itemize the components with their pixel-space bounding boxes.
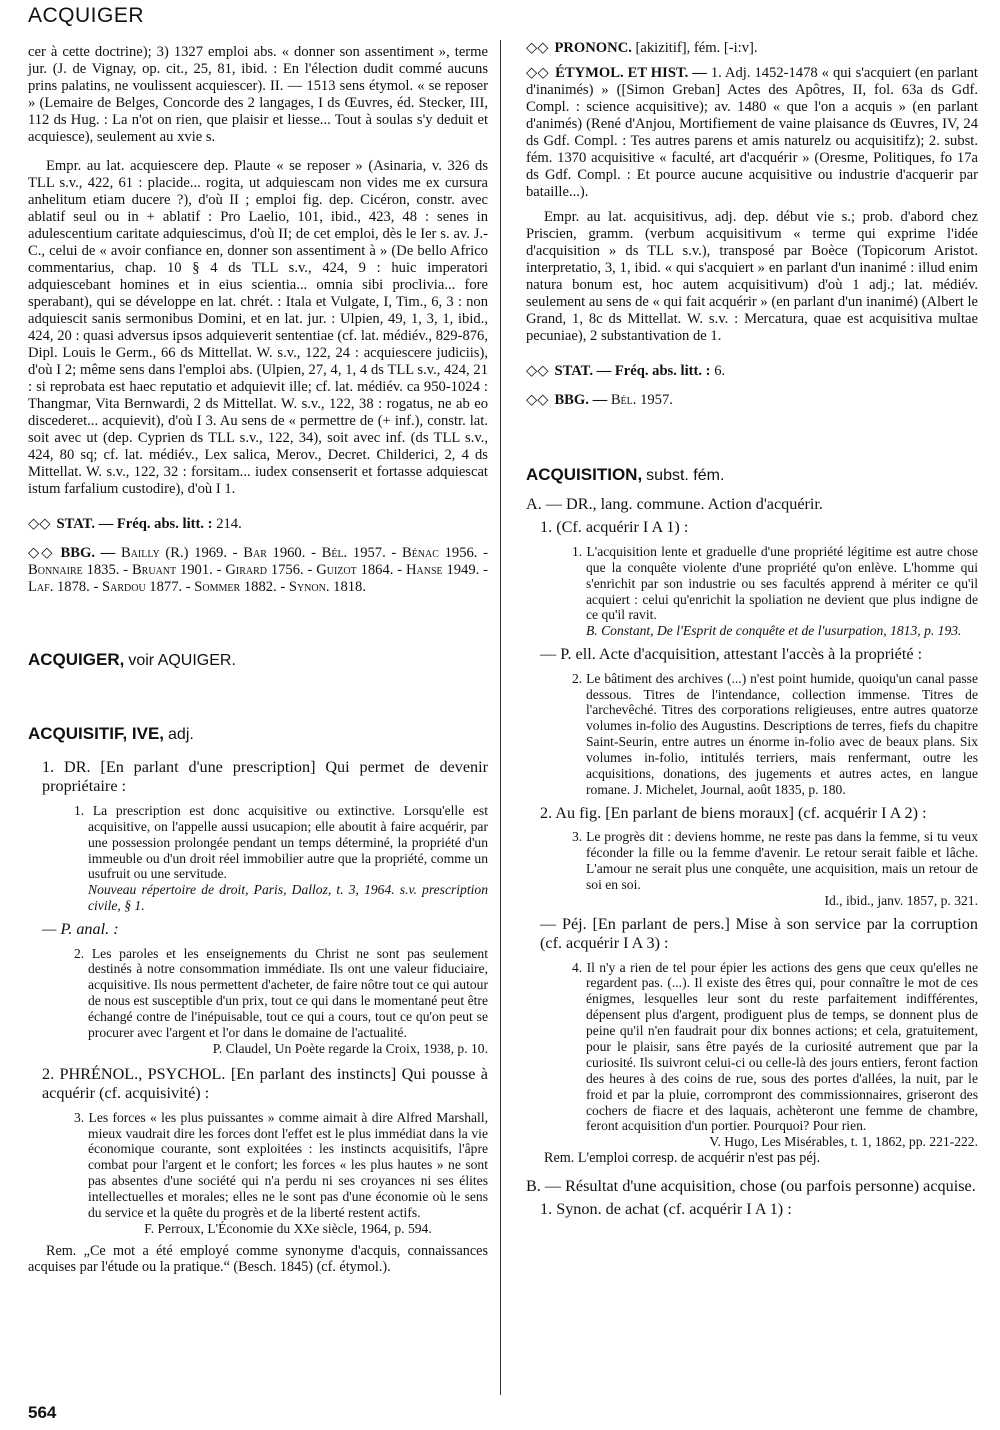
acquiger-entry — [28, 650, 488, 670]
bbg-paragraph — [526, 392, 978, 409]
pronunciation-text: [akizitif], fém. [-i:v]. — [635, 40, 758, 56]
etymology-paragraph: Empr. au lat. acquiescere dep. Plaute « se reposer » (Asinaria, v. 326 ds TLL s.v., 422, 61 : placide... rogita, ut adquiescam non vides me ex cursura anhelitum etiam ducere ?), d'où II ; emploi fig. dep. Cicéron, constr. avec ablatif seul ou in + ablatif : Pro Laelio, 101, ibid., 423, 48 : senes in adulescentium caritate adquiescimus, d'où II; de cet emploi, dès le Ier s. av. J.-C., celui de « avoir confiance en, donner son assentiment à » (De bello Africo commentarius, chap. 10 § 4 ds TLL s.v., 424, 9 : huic imperatori adquiescebant homines et in eius scientia... omnia sibi proclivia... fore sperabant), qui se développe en lat. chrét. : Itala et Vulgate, I, Tim., 6, 3 : non adquiescit sanis sermonibus Domini, et en lat. jur. : Ulpien, 49, 1, 3, 1, ibid., 424, 20 : quasi adversus ipsos adquieverit sententiae (cf. lat. médiév., 829-876, Dipl. Louis le Germ., 66 ds Mittellat. W. s.v., 122, 24 : acquiescere judiciis), d'où I 2; même sens dans l'emploi abs. (Ulpien, 27, 4, 1, 4 ds TLL s.v., 424, 21 : si reprobata est haec reputatio et adquievit ille; cf. lat. médiév. ca 950-1024 : Thangmar, Vita Bernwardi, 2 ds Mittellat. W. s.v., 122, 38 : rogatus, ne ab eo discederet... acquievit), d'où I 3. Au sens de « permettre de (+ inf.), constr. lat. soit avec ut (dep. Cyprien ds TLL s.v., 122, 34), soit avec inf. (ds TLL s.v., 424, 80 sq; cf. lat. médiév., Lex salica, Merov., Decret. Childerici, 2, 4 ds Mittellat. W. s.v., 122, 32 : forsitam... iudex consenserit et fortasse adquiescat istum farfalium custodire), d'où I 1. — [28, 158, 488, 497]
quotation-2: 2. Les paroles et les enseignements du Christ ne sont pas seulement destinés à notre consommation immédiate. Ils ont une valeur fiduciaire, acquisitive. Ils nous permettent d'acheter, de faire nôtre tout ce qui autour de nous est susceptible d'un prix, tout ce qui dans le momentané peut être échangé contre de l'inépuisable, tout ce qui a cours, tout ce qu'on peut se procurer avec l'argent et l'or dans le domaine de l'actualité. — [74, 945, 488, 1040]
section-a: A. — DR., lang. commune. Action d'acquérir. — [526, 495, 823, 513]
headword-acquisition: ACQUISITION, — [526, 465, 643, 484]
grammatical-category: adj. — [168, 726, 194, 743]
quotation-1-source: Nouveau répertoire de droit, Paris, Dalloz, t. 3, 1964. s.v. prescription civile, § 1. — [88, 882, 488, 914]
pronunciation-line — [526, 40, 978, 57]
diamond-icon: ◇◇ — [28, 545, 55, 561]
sense-p-ell: — P. ell. Acte d'acquisition, attestant l'accès à la propriété : — [540, 645, 923, 664]
sense-a2: 2. Au fig. [En parlant de biens moraux] (cf. acquérir I A 2) : — [540, 803, 927, 822]
quotation-1: 1. L'acquisition lente et graduelle d'une propriété légitime est autre chose que la conquête violente d'une propriété qu'on enlève. L'homme qui s'enrichit par son industrie ou ses facultés apprend à mériter ce qu'il acquiert : celui qu'enrichit la spoliation ne devient que plus indigne de ce qu'il ravit. — [572, 543, 978, 623]
acquisitif-entry — [28, 724, 488, 744]
sense-pej: — Péj. [En parlant de pers.] Mise à son service par la corruption (cf. acquérir I A 3) : — [540, 914, 978, 953]
etymology-paragraph-2: Empr. au lat. acquisitivus, adj. dep. début vie s.; prob. d'abord chez Priscien, gramm. (verbum acquisitivum « terme qui exprime l'idée d'acquisition » ds TLL s.v.), transposé par Boèce (Topicorum Aristot. interpretatio, 3, 1, ibid. « qui s'acquiert » en parlant d'un inanimé : illud enim natura bonum est, hoc autem acquisitivum) d'où 1 adj.; lat. médiév. seulement au sens de « qui fait acquérir » (en parlant d'un inanimé) (Albert le Grand, 1, 8c ds Mittellat. W. s.v. : Mercatura, quae est acquisitiva multae pecuniae), 2 substantivation de 1. — [526, 209, 978, 344]
diamond-icon: ◇◇ — [526, 65, 550, 81]
sense-a1: 1. (Cf. acquérir I A 1) : — [540, 518, 689, 537]
stat-label: STAT. — Fréq. abs. litt. : — [56, 516, 213, 532]
sense-1: 1. DR. [En parlant d'une prescription] Qui permet de devenir propriétaire : — [42, 758, 488, 796]
etymology-label: ÉTYMOL. ET HIST. — — [555, 65, 707, 81]
bbg-label: BBG. — — [554, 392, 608, 408]
diamond-icon: ◇◇ — [526, 40, 549, 56]
section-b: B. — Résultat d'une acquisition, chose (ou parfois personne) acquise. — [526, 1176, 976, 1195]
bbg-text: Bailly (R.) 1969. - Bar 1960. - Bél. 1957. - Bénac 1956. - Bonnaire 1835. - Bruant 1901. - Girard 1756. - Guizot 1864. - Hanse 1949. - Laf. 1878. - Sardou 1877. - Sommer 1882. - Synon. 1818. — [28, 545, 488, 595]
quotation-3-source: Id., ibid., janv. 1857, p. 321. — [824, 892, 978, 908]
diamond-icon: ◇◇ — [28, 516, 51, 532]
left-column — [28, 44, 488, 1276]
remark: Rem. L'emploi corresp. de acquérir n'est pas péj. — [544, 1150, 821, 1167]
sense-2: 2. PHRÉNOL., PSYCHOL. [En parlant des instincts] Qui pousse à acquérir (cf. acquisivité) : — [42, 1064, 488, 1103]
headword-acquiger: ACQUIGER, — [28, 650, 125, 669]
quotation-3-source: F. Perroux, L'Économie du XXe siècle, 1964, p. 594. — [144, 1220, 432, 1236]
grammatical-category: subst. fém. — [646, 467, 725, 484]
bbg-paragraph — [28, 545, 488, 596]
cross-reference: voir AQUIGER. — [128, 652, 236, 669]
quotation-1: 1. La prescription est donc acquisitive ou extinctive. Lorsqu'elle est acquisitive, on l'appelle aussi usucapion; elle aboutit à faire acquérir, par une possession prolongée pendant un temps déterminé, la propriété d'un immeuble ou d'un droit réel immobilier autre que la propriété, comme un usufruit ou une servitude. — [74, 802, 488, 882]
sense-1-analogy: — P. anal. : — [42, 920, 119, 939]
bbg-text: Bél. 1957. — [610, 392, 673, 408]
stat-value: 6. — [714, 363, 726, 379]
quotation-2-source: P. Claudel, Un Poète regarde la Croix, 1938, p. 10. — [212, 1040, 488, 1056]
quotation-3: 3. Les forces « les plus puissantes » comme aimait à dire Alfred Marshall, mieux vaudrait dire les forces dont l'effet est le plus immédiat dans la vie économique courante, sont exploitées : les instincts acquisitifs, l'âpre combat pour l'argent et le confort; les forces « les plus hautes » ne sont pas absentes d'une société qui n'a perdu ni ses croyances ni ses élites intellectuelles et morales; elles ne le sont pas d'une économie où le sens du service et la quête du progrès et de la liberté restent actifs. — [74, 1109, 488, 1220]
continuation-paragraph: cer à cette doctrine); 3) 1327 emploi abs. « donner son assentiment », terme jur. (J. de Vignay, op. cit., 25, 81, ibid. : En l'élection dudit commé aucuns prins palatins, ne voulissent acquiescer). II. — 1513 sens étymol. « se reposer » (Lemaire de Belges, Concorde des 2 langages, I ds Œuvres, éd. Stecker, III, 112 ds Hug. : La n'ot on rien, que plaisir et liesse... Tout à soulas s'y deduit et acquiesce), seulement au xvie s. — [28, 44, 488, 145]
acquisition-entry — [526, 465, 978, 485]
headword-acquisitif: ACQUISITIF, IVE, — [28, 724, 165, 743]
remark: Rem. „Ce mot a été employé comme synonyme d'acquis, connaissances acquises par l'étude ou la pratique.“ (Besch. 1845) (cf. étymol.). — [28, 1242, 488, 1276]
stat-line — [28, 516, 488, 533]
quotation-3: 3. Le progrès dit : deviens homme, ne reste pas dans la femme, si tu veux féconder la fille ou la femme d'avenir. Le retour serait faible et lâche. L'amour ne serait plus une conquête, une acquisition, mais un retour de soi en soi. — [572, 829, 978, 892]
right-column — [526, 40, 978, 1220]
stat-label: STAT. — Fréq. abs. litt. : — [554, 363, 711, 379]
diamond-icon: ◇◇ — [526, 392, 549, 408]
quotation-2: 2. Le bâtiment des archives (...) n'est point humide, quoiqu'un canal passe dessous. Titres de l'intendance, collection immense. Titres de l'archevêché. Titres des corporations religieuses, entre autres quatorze volumes in-folio des Augustins. Descriptions de terres, fiefs du chapitre Saint-Seurin, entre autres un énorme in-folio avec de beaux plans. Six volumes in-folio, intitulés terriers, mais renfermant, outre les acquisitions, donations, des jugements et autres actes, en langue romane. J. Michelet, Journal, août 1835, p. 180. — [572, 670, 978, 797]
pronunciation-label: PRONONC. — [554, 40, 632, 56]
page-number: 564 — [28, 1403, 57, 1422]
stat-value: 214. — [216, 516, 242, 532]
quotation-1-source: B. Constant, De l'Esprit de conquête et de l'usurpation, 1813, p. 193. — [586, 623, 962, 639]
etymology-text: 1. Adj. 1452-1478 « qui s'acquiert (en parlant d'inanimés) » ([Simon Greban] Actes des Apôtres, II, fol. 63a ds Gdf. Compl. : science acquisitive); av. 1480 « que l'on a acquis » (en parlant d'animés) (René d'Anjou, Mortifiement de vaine plaisance ds Œuvres, IV, 24 ds Gdf. Compl. : Tes autres parens et amis naturelz ou acquisitifz); 2. subst. fém. 1370 acquisitive « faculté, art d'acquérir » (Oresme, Politiques, fo 17a ds Gdf. Compl. : Et pource aucune acquisitive ou industrie d'acquerir par bataille...). — [526, 65, 978, 200]
column-rule — [500, 40, 501, 1395]
running-head: ACQUIGER — [28, 4, 145, 27]
sense-b1: 1. Synon. de achat (cf. acquérir I A 1) : — [540, 1200, 792, 1219]
diamond-icon: ◇◇ — [526, 363, 549, 379]
etymology-history — [526, 65, 978, 201]
quotation-4-source: V. Hugo, Les Misérables, t. 1, 1862, pp. 221-222. — [709, 1134, 978, 1150]
stat-line — [526, 363, 978, 380]
bbg-label: BBG. — — [60, 545, 116, 561]
quotation-4: 4. Il n'y a rien de tel pour épier les actions des gens que ceux qu'elles ne regardent pas. (...). Il existe des êtres qui, pour connaître le mot de ces énigmes, lesquelles leur sont du reste parfaitement indifférentes, dépensent plus d'argent, prodiguent plus de temps, se donnent plus de peine qu'il n'en faudrait pour dix bonnes actions; et cela, gratuitement, pour le plaisir, sans être payés de la curiosité autrement que par la curiosité. Ils suivront celui-ci ou celle-là des jours entiers, feront faction des heures à des coins de rue, sous des portes d'allées, la nuit, par le froid et par la pluie, corrompront des commissionnaires, griseront des cochers de fiacre et des laquais, achèteront une femme de chambre, feront acquisition d'un portier. Pourquoi? Pour rien. — [572, 959, 978, 1134]
